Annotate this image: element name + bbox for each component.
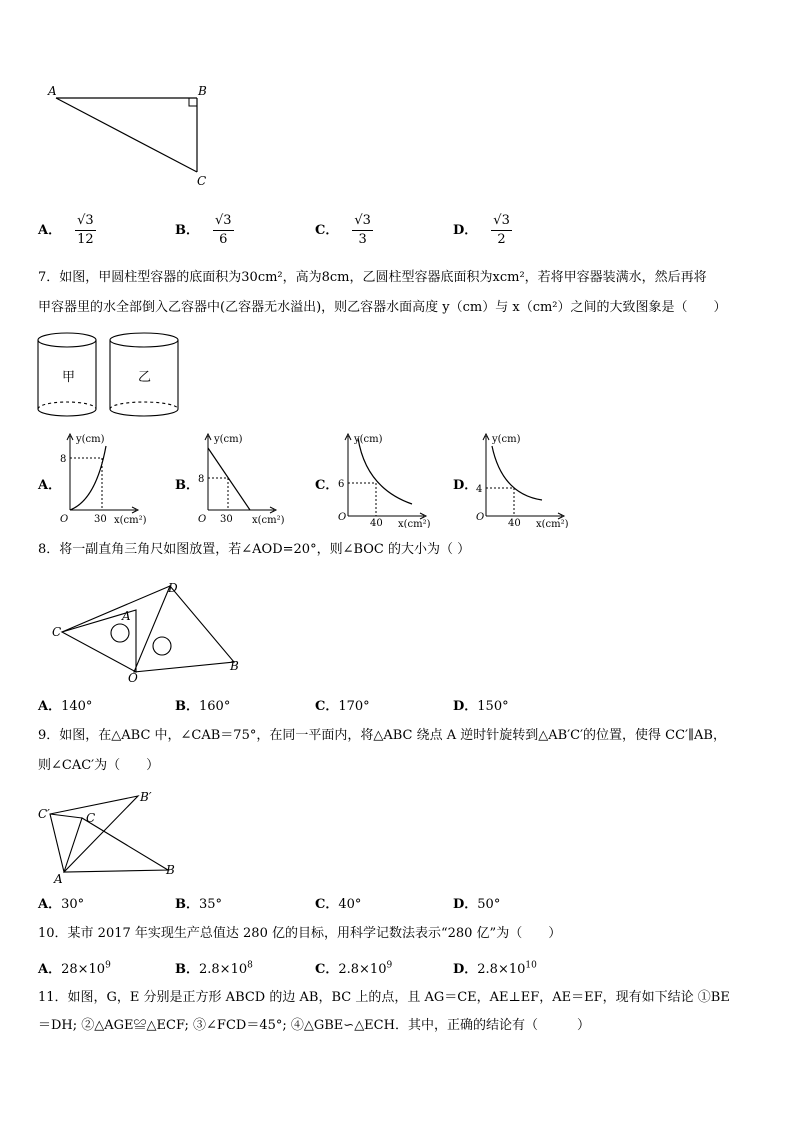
fraction-denominator: 2 bbox=[497, 232, 506, 247]
option-label: C． bbox=[315, 699, 339, 714]
q6-option-d[interactable] bbox=[453, 212, 512, 249]
x-tick-label: 40 bbox=[370, 518, 383, 528]
q9-text-line1: 9．如图，在△ABC 中，∠CAB＝75°，在同一平面内，将△ABC 绕点 A 逆时针旋转到△AB′C′的位置，使得 CC′∥AB， bbox=[38, 728, 726, 743]
option-base: 2.8×10 bbox=[338, 962, 387, 977]
option-value: 30° bbox=[61, 897, 85, 912]
q11-text-line1: 11．如图，G，E 分别是正方形 ABCD 的边 AB，BC 上的点，且 AG＝CE，AE⊥EF，AE＝EF，现有如下结论 ①BE bbox=[38, 990, 730, 1005]
option-label: D． bbox=[453, 699, 478, 714]
q6-triangle-figure bbox=[40, 78, 220, 190]
q7-text-line2: 甲容器里的水全部倒入乙容器中(乙容器无水溢出)，则乙容器水面高度 y（cm）与 x（cm²）之间的大致图象是（ ） bbox=[38, 300, 727, 315]
q10-option-a[interactable] bbox=[38, 958, 111, 977]
option-label: D． bbox=[453, 897, 478, 912]
option-label: B． bbox=[175, 962, 199, 977]
option-label: B． bbox=[175, 897, 199, 912]
q10-option-b[interactable] bbox=[175, 958, 253, 977]
option-value: 150° bbox=[477, 699, 509, 714]
q9-label-b-prime: B′ bbox=[140, 790, 152, 804]
q8-label-c: C bbox=[52, 625, 62, 639]
q8-set-squares-figure bbox=[50, 578, 250, 682]
q6-option-a[interactable] bbox=[38, 212, 96, 249]
y-axis-label: y(cm) bbox=[354, 434, 383, 445]
q8-label-d: D bbox=[168, 581, 178, 595]
option-value: 40° bbox=[338, 897, 362, 912]
option-label: C． bbox=[315, 478, 339, 493]
cylinder-yi-label: 乙 bbox=[138, 370, 152, 385]
q8-option-a[interactable] bbox=[38, 695, 92, 714]
y-axis-label: y(cm) bbox=[492, 434, 521, 445]
option-label: A． bbox=[38, 478, 62, 493]
option-label: D． bbox=[453, 962, 478, 977]
option-label: A． bbox=[38, 699, 62, 714]
q8-text: 8．将一副直角三角尺如图放置，若∠AOD=20°，则∠BOC 的大小为（ ） bbox=[38, 542, 471, 557]
q9-option-c[interactable] bbox=[315, 893, 361, 912]
option-exponent: 9 bbox=[105, 960, 111, 971]
q9-option-b[interactable] bbox=[175, 893, 222, 912]
q10-option-d[interactable] bbox=[453, 958, 537, 977]
y-axis-label: y(cm) bbox=[214, 434, 243, 445]
option-label: B． bbox=[175, 478, 199, 493]
q9-option-d[interactable] bbox=[453, 893, 500, 912]
q6-label-b: B bbox=[198, 84, 207, 98]
option-base: 2.8×10 bbox=[199, 962, 248, 977]
q6-label-a: A bbox=[48, 84, 57, 98]
q8-option-d[interactable] bbox=[453, 695, 509, 714]
fraction-numerator: √3 bbox=[352, 212, 373, 231]
y-tick-label: 6 bbox=[338, 479, 345, 490]
option-exponent: 10 bbox=[525, 960, 537, 971]
option-label: B． bbox=[175, 699, 199, 714]
option-base: 2.8×10 bbox=[477, 962, 526, 977]
x-tick-label: 40 bbox=[508, 518, 521, 528]
option-label: D． bbox=[453, 478, 478, 493]
y-tick-label: 8 bbox=[198, 474, 205, 485]
q9-option-a[interactable] bbox=[38, 893, 84, 912]
q8-option-c[interactable] bbox=[315, 695, 370, 714]
x-axis-label: x(cm²) bbox=[398, 519, 431, 528]
option-base: 28×10 bbox=[61, 962, 106, 977]
option-value: 50° bbox=[477, 897, 501, 912]
q8-label-o: O bbox=[128, 671, 138, 682]
q8-label-a: A bbox=[122, 609, 131, 623]
option-value: 170° bbox=[338, 699, 370, 714]
fraction-numerator: √3 bbox=[491, 212, 512, 231]
x-tick-label: 30 bbox=[220, 514, 233, 525]
origin-label: O bbox=[60, 514, 69, 525]
origin-label: O bbox=[476, 512, 485, 523]
fraction-numerator: √3 bbox=[213, 212, 234, 231]
option-label: C． bbox=[315, 897, 339, 912]
option-value: 35° bbox=[199, 897, 223, 912]
fraction-denominator: 12 bbox=[77, 232, 94, 247]
q9-rotation-figure bbox=[36, 786, 186, 886]
q7-cylinders-figure bbox=[34, 330, 194, 422]
q7-graph-c bbox=[334, 428, 444, 528]
q8-label-b: B bbox=[230, 659, 239, 673]
option-exponent: 8 bbox=[247, 960, 253, 971]
fraction-numerator: √3 bbox=[75, 212, 96, 231]
q6-option-c[interactable] bbox=[315, 212, 373, 249]
option-exponent: 9 bbox=[386, 960, 393, 971]
option-label: A． bbox=[38, 897, 62, 912]
q11-text-line2: ＝DH; ②△AGE≌△ECF; ③∠FCD＝45°; ④△GBE∽△ECH．其中，正确的结论有（ ） bbox=[38, 1018, 590, 1033]
q7-text-line1: 7．如图，甲圆柱型容器的底面积为30cm²，高为8cm，乙圆柱型容器底面积为xcm²，若将甲容器装满水，然后再将 bbox=[38, 270, 707, 285]
option-label: C． bbox=[315, 962, 339, 977]
option-value: 160° bbox=[199, 699, 231, 714]
x-axis-label: x(cm²) bbox=[114, 515, 147, 526]
x-axis-label: x(cm²) bbox=[252, 515, 285, 526]
q6-option-b[interactable] bbox=[175, 212, 234, 249]
q10-text: 10．某市 2017 年实现生产总值达 280 亿的目标，用科学记数法表示“280 亿”为（ ） bbox=[38, 926, 562, 941]
q7-graph-b bbox=[194, 428, 294, 528]
q9-label-c-prime: C′ bbox=[38, 807, 50, 821]
q6-label-c: C bbox=[197, 174, 207, 188]
q9-label-a: A bbox=[54, 872, 63, 886]
q8-option-b[interactable] bbox=[175, 695, 230, 714]
fraction-denominator: 6 bbox=[219, 232, 228, 247]
option-value: 140° bbox=[61, 699, 93, 714]
fraction-denominator: 3 bbox=[358, 232, 367, 247]
option-label: B． bbox=[175, 223, 199, 238]
q7-graph-a bbox=[56, 428, 156, 528]
q9-text-line2: 则∠CAC′为（ ） bbox=[38, 758, 160, 773]
x-axis-label: x(cm²) bbox=[536, 519, 569, 528]
option-label: A． bbox=[38, 223, 62, 238]
y-tick-label: 4 bbox=[476, 484, 483, 495]
origin-label: O bbox=[198, 514, 207, 525]
cylinder-jia-label: 甲 bbox=[62, 370, 76, 385]
q9-label-b: B bbox=[166, 863, 175, 877]
q7-graph-d bbox=[472, 428, 582, 528]
option-label: D． bbox=[453, 223, 478, 238]
origin-label: O bbox=[338, 512, 347, 523]
q10-option-c[interactable] bbox=[315, 958, 392, 977]
q9-label-c: C bbox=[86, 811, 96, 825]
option-label: A． bbox=[38, 962, 62, 977]
x-tick-label: 30 bbox=[94, 514, 107, 525]
option-label: C． bbox=[315, 223, 339, 238]
y-axis-label: y(cm) bbox=[76, 434, 105, 445]
y-tick-label: 8 bbox=[60, 454, 67, 465]
